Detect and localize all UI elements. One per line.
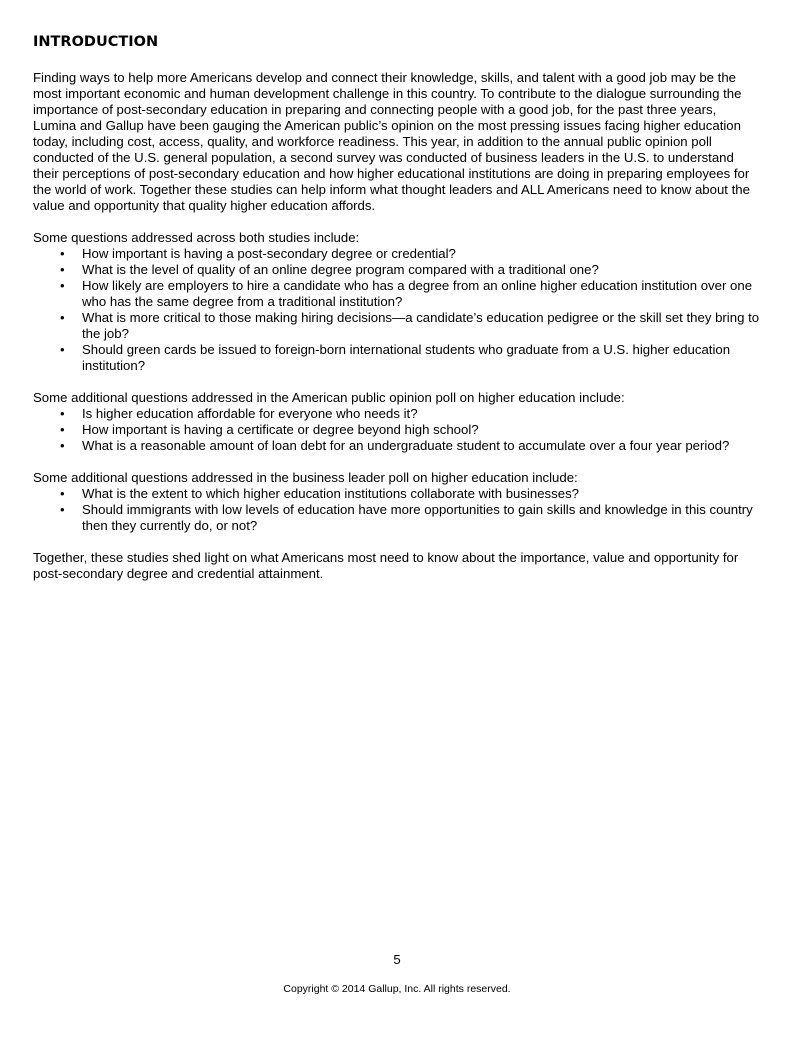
list-item bbox=[33, 502, 763, 534]
business-poll-list bbox=[33, 486, 763, 534]
bullet-icon: • bbox=[60, 278, 65, 293]
list-item bbox=[33, 278, 763, 310]
both-studies-list bbox=[33, 246, 763, 374]
bullet-icon: • bbox=[60, 342, 65, 357]
list-item-text: Should green cards be issued to foreign-born international students who graduate from a U.S. higher education institution? bbox=[82, 342, 731, 373]
bullet-icon: • bbox=[60, 422, 65, 437]
list-item bbox=[33, 246, 763, 262]
list-item bbox=[33, 262, 763, 278]
list-item-text: How important is having a certificate or degree beyond high school? bbox=[82, 422, 479, 437]
both-studies-section bbox=[33, 230, 763, 374]
list-item-text: Is higher education affordable for everyone who needs it? bbox=[82, 406, 418, 421]
closing-section bbox=[33, 550, 763, 582]
business-poll-section bbox=[33, 470, 763, 534]
list-item-text: What is a reasonable amount of loan debt for an undergraduate student to accumulate over a four year period? bbox=[82, 438, 730, 453]
list-item bbox=[33, 342, 763, 374]
copyright-footer: Copyright © 2014 Gallup, Inc. All rights reserved. bbox=[283, 983, 511, 995]
list-item-text: How likely are employers to hire a candidate who has a degree from an online higher education institution over one who has the same degree from a traditional institution? bbox=[82, 278, 753, 309]
both-studies-lead: Some questions addressed across both studies include: bbox=[33, 230, 360, 245]
page-number: 5 bbox=[393, 952, 401, 967]
bullet-icon: • bbox=[60, 246, 65, 261]
list-item-text: What is the extent to which higher education institutions collaborate with businesses? bbox=[82, 486, 580, 501]
list-item bbox=[33, 406, 763, 422]
section-heading: INTRODUCTION bbox=[33, 34, 159, 50]
intro-paragraph: Finding ways to help more Americans develop and connect their knowledge, skills, and talent with a good job may be the most important economic and human development challenge in this country. To contribute to the dialogue surrounding the importance of post-secondary education in preparing and connecting people with a good job, for the past three years, Lumina and Gallup have been gauging the American public’s opinion on the most pressing issues facing higher education today, including cost, access, quality, and workforce readiness. This year, in addition to the annual public opinion poll conducted of the U.S. general population, a second survey was conducted of business leaders in the U.S. to understand their perceptions of post-secondary education and how higher educational institutions are doing in preparing employees for the world of work. Together these studies can help inform what thought leaders and ALL Americans need to know about the value and opportunity that quality higher education affords. bbox=[33, 70, 750, 213]
public-poll-lead: Some additional questions addressed in the American public opinion poll on higher education include: bbox=[33, 390, 625, 405]
list-item-text: How important is having a post-secondary degree or credential? bbox=[82, 246, 456, 261]
list-item bbox=[33, 438, 763, 454]
list-item-text: What is the level of quality of an online degree program compared with a traditional one? bbox=[82, 262, 599, 277]
bullet-icon: • bbox=[60, 486, 65, 501]
public-poll-list bbox=[33, 406, 763, 454]
bullet-icon: • bbox=[60, 262, 65, 277]
list-item-text: What is more critical to those making hiring decisions—a candidate’s education pedigree or the skill set they bring to the job? bbox=[82, 310, 760, 341]
business-poll-lead: Some additional questions addressed in the business leader poll on higher education include: bbox=[33, 470, 578, 485]
list-item bbox=[33, 486, 763, 502]
page-content bbox=[33, 34, 763, 582]
closing-paragraph: Together, these studies shed light on what Americans most need to know about the importance, value and opportunity for post-secondary degree and credential attainment. bbox=[33, 550, 739, 581]
bullet-icon: • bbox=[60, 438, 65, 453]
list-item-text: Should immigrants with low levels of education have more opportunities to gain skills and knowledge in this country then they currently do, or not? bbox=[82, 502, 753, 533]
list-item bbox=[33, 310, 763, 342]
bullet-icon: • bbox=[60, 406, 65, 421]
public-poll-section bbox=[33, 390, 763, 454]
list-item bbox=[33, 422, 763, 438]
bullet-icon: • bbox=[60, 502, 65, 517]
bullet-icon: • bbox=[60, 310, 65, 325]
